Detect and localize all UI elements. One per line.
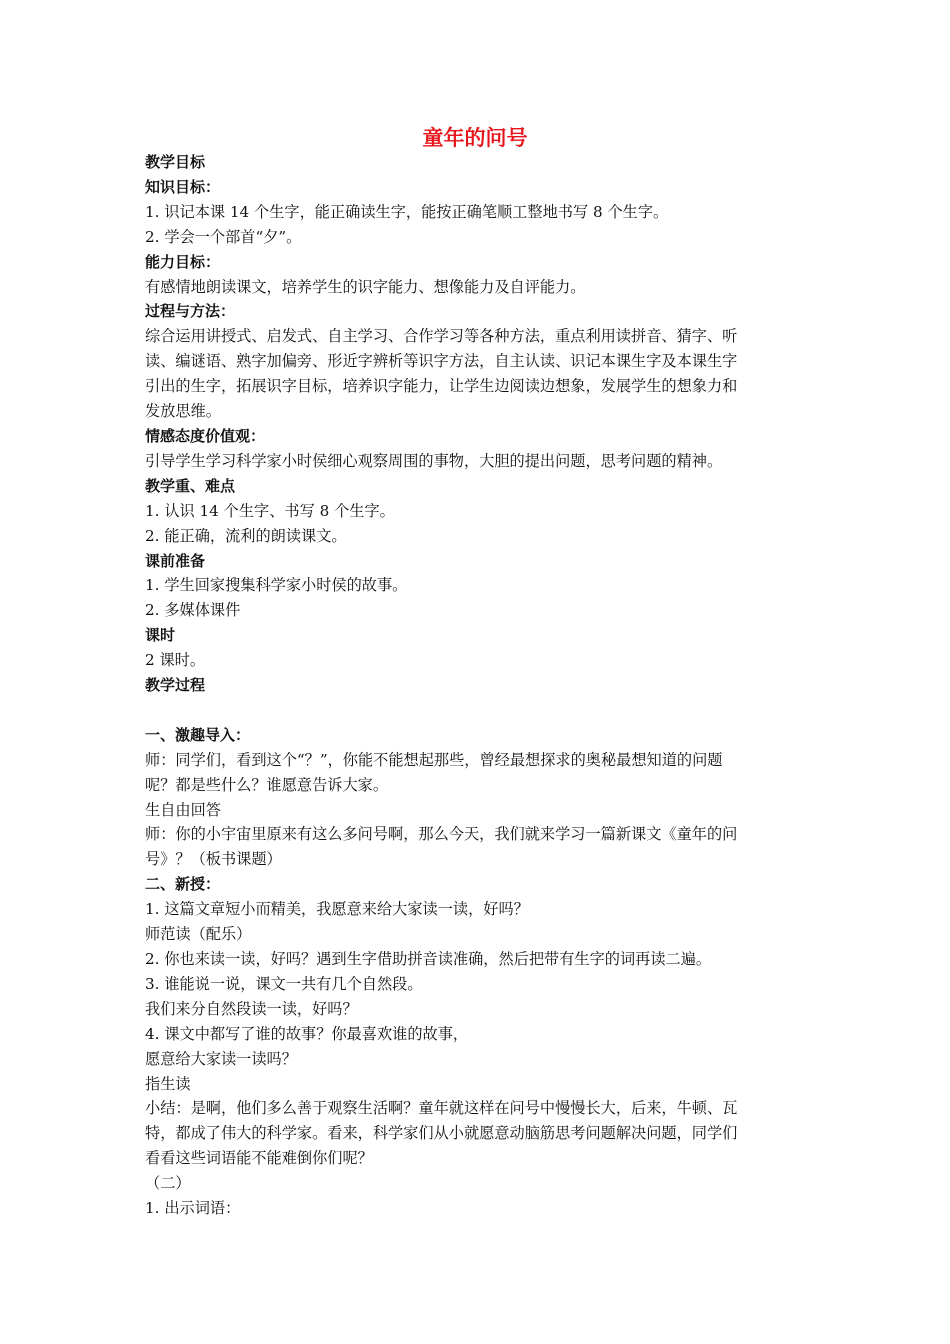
body-line: 小结：是啊，他们多么善于观察生活啊？童年就这样在问号中慢慢长大，后来，牛顿、瓦 <box>145 1099 738 1118</box>
section-heading: 情感态度价值观： <box>145 426 266 445</box>
section-heading: 二、新授： <box>145 875 221 894</box>
body-line: 有感情地朗读课文，培养学生的识字能力、想像能力及自评能力。 <box>145 277 586 296</box>
body-line: 指生读 <box>145 1074 191 1093</box>
section-heading: 过程与方法： <box>145 302 236 321</box>
body-line: 读、编谜语、熟字加偏旁、形近字辨析等识字方法，自主认读、识记本课生字及本课生字 <box>145 352 738 371</box>
body-line: 师：你的小宇宙里原来有这么多问号啊，那么今天，我们就来学习一篇新课文《童年的问 <box>145 825 738 844</box>
body-line: 看看这些词语能不能难倒你们呢？ <box>145 1149 373 1168</box>
body-line: 发放思维。 <box>145 402 221 421</box>
body-line: 1. 认识 14 个生字、书写 8 个生字。 <box>145 501 395 520</box>
section-heading: 教学重、难点 <box>145 476 236 495</box>
section-heading: 教学目标 <box>145 153 206 171</box>
body-line: 呢？都是些什么？谁愿意告诉大家。 <box>145 775 388 794</box>
body-line: 2 课时。 <box>145 651 206 670</box>
body-line: 2. 你也来读一读，好吗？遇到生字借助拼音读准确，然后把带有生字的词再读二遍。 <box>145 949 712 968</box>
body-line: 1. 这篇文章短小而精美，我愿意来给大家读一读，好吗？ <box>145 900 529 919</box>
body-line: 我们来分自然段读一读，好吗？ <box>145 999 358 1018</box>
body-line: 2. 多媒体课件 <box>145 601 241 620</box>
body-line: 1. 出示词语： <box>145 1199 241 1218</box>
section-heading: 能力目标： <box>145 252 221 271</box>
section-heading: 知识目标： <box>145 177 221 196</box>
body-line: 4. 课文中都写了谁的故事？你最喜欢谁的故事， <box>145 1024 469 1043</box>
section-heading: 一、激趣导入： <box>145 725 251 744</box>
body-line: 1. 学生回家搜集科学家小时侯的故事。 <box>145 576 408 595</box>
body-line: （二） <box>145 1174 191 1193</box>
body-line: 生自由回答 <box>145 800 221 819</box>
body-line: 2. 学会一个部首“夕”。 <box>145 227 302 246</box>
body-line: 引出的生字，拓展识字目标，培养识字能力，让学生边阅读边想象，发展学生的想象力和 <box>145 377 738 396</box>
document-body <box>145 150 811 1221</box>
body-line: 特，都成了伟大的科学家。看来，科学家们从小就愿意动脑筋思考问题解决问题，同学们 <box>145 1124 738 1143</box>
document-title: 童年的问号 <box>422 126 528 150</box>
blank-line <box>145 698 811 723</box>
section-heading: 课时 <box>145 626 176 645</box>
section-heading: 教学过程 <box>145 676 206 695</box>
body-line: 引导学生学习科学家小时侯细心观察周围的事物，大胆的提出问题，思考问题的精神。 <box>145 451 723 470</box>
body-line: 师：同学们，看到这个“？”，你能不能想起那些，曾经最想探求的奥秘最想知道的问题 <box>145 750 723 769</box>
body-line: 综合运用讲授式、启发式、自主学习、合作学习等各种方法，重点利用读拼音、猜字、听 <box>145 327 738 346</box>
body-line: 3. 谁能说一说，课文一共有几个自然段。 <box>145 974 423 993</box>
section-heading: 课前准备 <box>145 551 206 570</box>
body-line: 师范读（配乐） <box>145 925 252 944</box>
body-line: 号》？（板书课题） <box>145 850 282 869</box>
body-line: 2. 能正确，流利的朗读课文。 <box>145 526 347 545</box>
body-line: 愿意给大家读一读吗？ <box>145 1049 297 1068</box>
body-line: 1. 识记本课 14 个生字，能正确读生字，能按正确笔顺工整地书写 8 个生字。 <box>145 202 669 221</box>
